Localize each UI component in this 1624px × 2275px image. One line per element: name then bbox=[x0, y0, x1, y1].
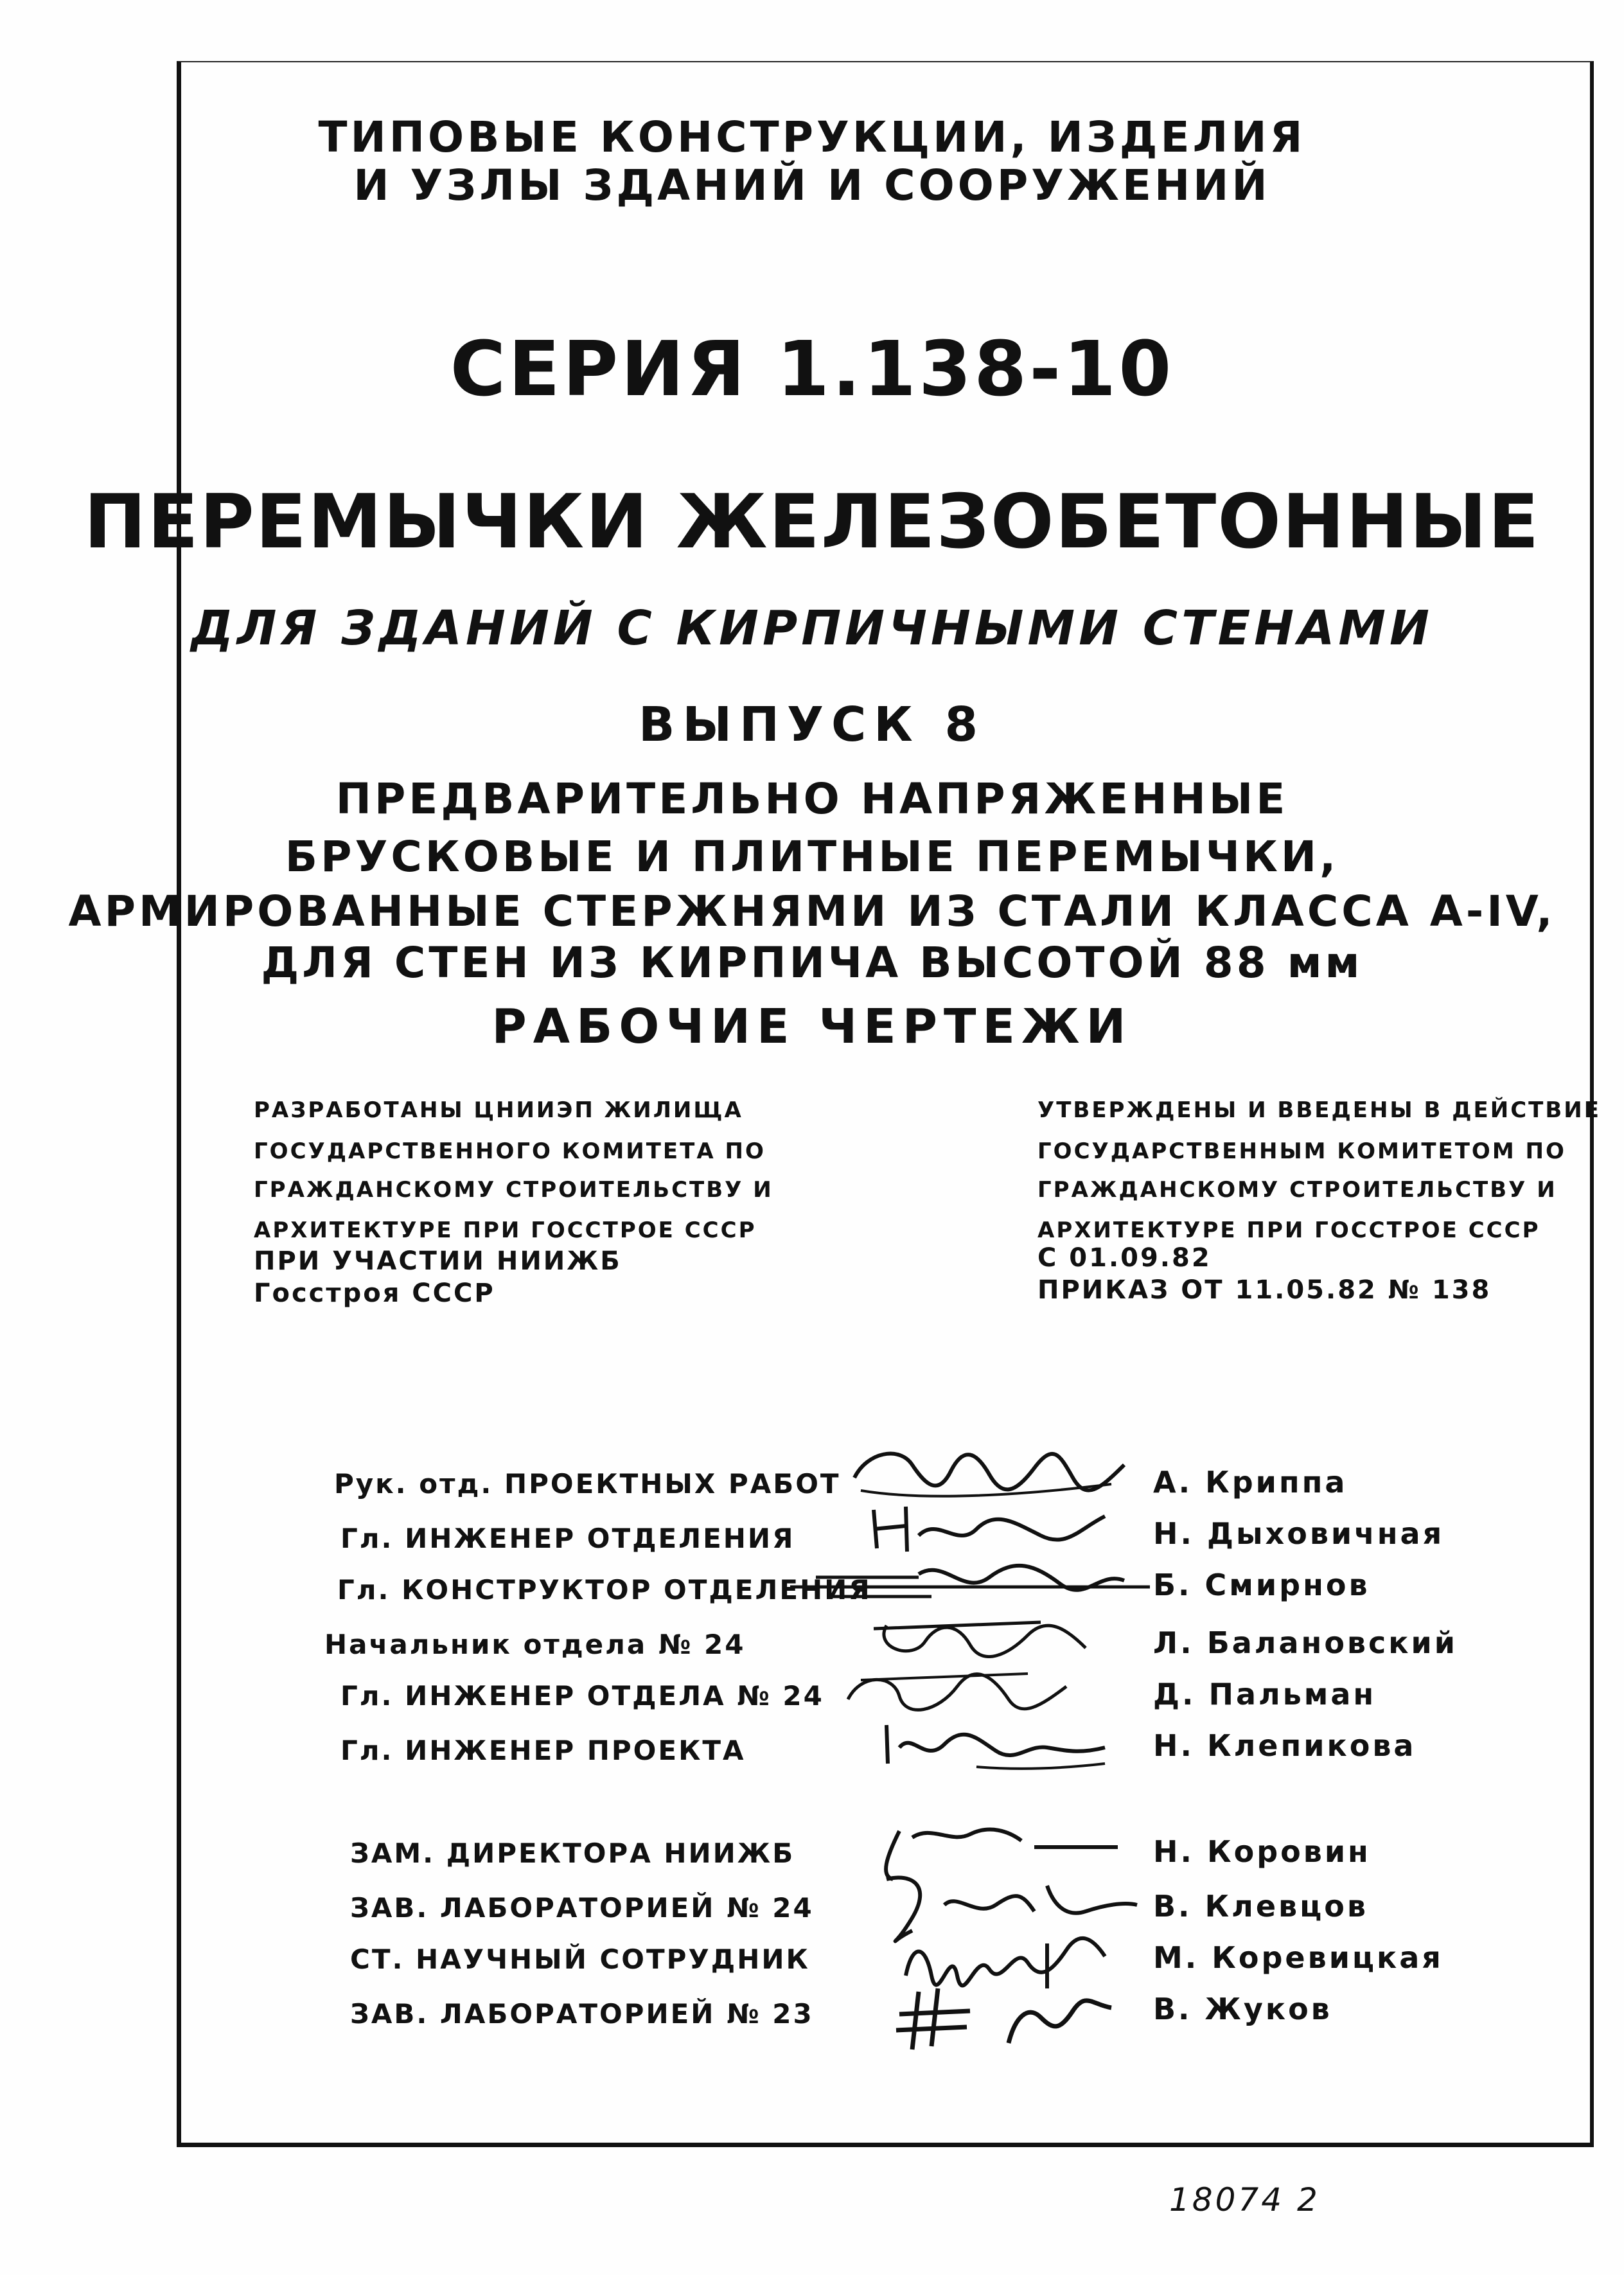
signatory-role: СТ. НАУЧНЫЙ СОТРУДНИК bbox=[350, 1943, 810, 1975]
signatory-role: ЗАМ. ДИРЕКТОРА НИИЖБ bbox=[350, 1837, 795, 1869]
signatory-role: ЗАВ. ЛАБОРАТОРИЕЙ № 24 bbox=[350, 1892, 814, 1924]
developed-line-6: Госстроя СССР bbox=[254, 1279, 495, 1308]
signatory-role: ЗАВ. ЛАБОРАТОРИЕЙ № 23 bbox=[350, 1998, 814, 2030]
header-line-1: ТИПОВЫЕ КОНСТРУКЦИИ, ИЗДЕЛИЯ bbox=[318, 112, 1306, 162]
approved-line-5: С 01.09.82 bbox=[1037, 1243, 1212, 1273]
subtitle: ДЛЯ ЗДАНИЙ С КИРПИЧНЫМИ СТЕНАМИ bbox=[191, 601, 1433, 656]
signatory-role: Гл. КОНСТРУКТОР ОТДЕЛЕНИЯ bbox=[337, 1574, 872, 1606]
developed-line-1: РАЗРАБОТАНЫ ЦНИИЭП ЖИЛИЩА bbox=[254, 1097, 743, 1123]
signatory-name: Л. Балановский bbox=[1153, 1625, 1458, 1660]
main-title: ПЕРЕМЫЧКИ ЖЕЛЕЗОБЕТОННЫЕ bbox=[84, 479, 1540, 565]
description-line-1: ПРЕДВАРИТЕЛЬНО НАПРЯЖЕННЫЕ bbox=[335, 774, 1289, 824]
signatory-name: Б. Смирнов bbox=[1153, 1568, 1370, 1602]
signature-6 bbox=[874, 1712, 1118, 1776]
signatory-role: Начальник отдела № 24 bbox=[324, 1629, 746, 1660]
signatory-role: Рук. отд. ПРОЕКТНЫХ РАБОТ bbox=[334, 1468, 841, 1500]
work-title: РАБОЧИЕ ЧЕРТЕЖИ bbox=[491, 999, 1133, 1054]
series-title: СЕРИЯ 1.138-10 bbox=[450, 324, 1174, 413]
signature-10 bbox=[893, 1979, 1124, 2056]
signatory-role: Гл. ИНЖЕНЕР ОТДЕЛА № 24 bbox=[340, 1680, 824, 1712]
signatory-name: Н. Коровин bbox=[1153, 1834, 1371, 1869]
signatory-name: М. Коревицкая bbox=[1153, 1940, 1443, 1975]
description-line-4: ДЛЯ СТЕН ИЗ КИРПИЧА ВЫСОТОЙ 88 мм bbox=[261, 938, 1363, 987]
signatory-name: Д. Пальман bbox=[1153, 1677, 1377, 1712]
developed-line-2: ГОСУДАРСТВЕННОГО КОМИТЕТА ПО bbox=[254, 1138, 766, 1164]
signatory-name: А. Криппа bbox=[1153, 1465, 1348, 1500]
signatory-name: В. Жуков bbox=[1153, 1992, 1332, 2026]
signatory-role: Гл. ИНЖЕНЕР ОТДЕЛЕНИЯ bbox=[340, 1523, 795, 1554]
description-line-2: БРУСКОВЫЕ И ПЛИТНЫЕ ПЕРЕМЫЧКИ, bbox=[285, 832, 1339, 881]
developed-line-4: АРХИТЕКТУРЕ ПРИ ГОССТРОЕ СССР bbox=[254, 1217, 757, 1243]
issue-number: ВЫПУСК 8 bbox=[638, 697, 986, 752]
approved-line-6: ПРИКАЗ ОТ 11.05.82 № 138 bbox=[1037, 1275, 1492, 1305]
header-line-2: И УЗЛЫ ЗДАНИЙ И СООРУЖЕНИЙ bbox=[353, 161, 1271, 210]
signatory-name: Н. Клепикова bbox=[1153, 1728, 1417, 1763]
signatory-name: Н. Дыховичная bbox=[1153, 1516, 1445, 1551]
developed-line-5: ПРИ УЧАСТИИ НИИЖБ bbox=[254, 1246, 622, 1276]
approved-line-4: АРХИТЕКТУРЕ ПРИ ГОССТРОЕ СССР bbox=[1037, 1217, 1540, 1243]
approved-line-2: ГОСУДАРСТВЕННЫМ КОМИТЕТОМ ПО bbox=[1037, 1138, 1566, 1164]
developed-line-3: ГРАЖДАНСКОМУ СТРОИТЕЛЬСТВУ И bbox=[254, 1177, 773, 1203]
footer-inventory-number: 18074 2 bbox=[1169, 2181, 1320, 2218]
approved-line-1: УТВЕРЖДЕНЫ И ВВЕДЕНЫ В ДЕЙСТВИЕ bbox=[1037, 1097, 1601, 1123]
signatory-name: В. Клевцов bbox=[1153, 1889, 1368, 1924]
description-line-3: АРМИРОВАННЫЕ СТЕРЖНЯМИ ИЗ СТАЛИ КЛАССА A-IV, bbox=[68, 887, 1556, 936]
signature-3 bbox=[790, 1552, 1163, 1609]
approved-line-3: ГРАЖДАНСКОМУ СТРОИТЕЛЬСТВУ И bbox=[1037, 1177, 1557, 1203]
signatory-role: Гл. ИНЖЕНЕР ПРОЕКТА bbox=[340, 1735, 746, 1766]
